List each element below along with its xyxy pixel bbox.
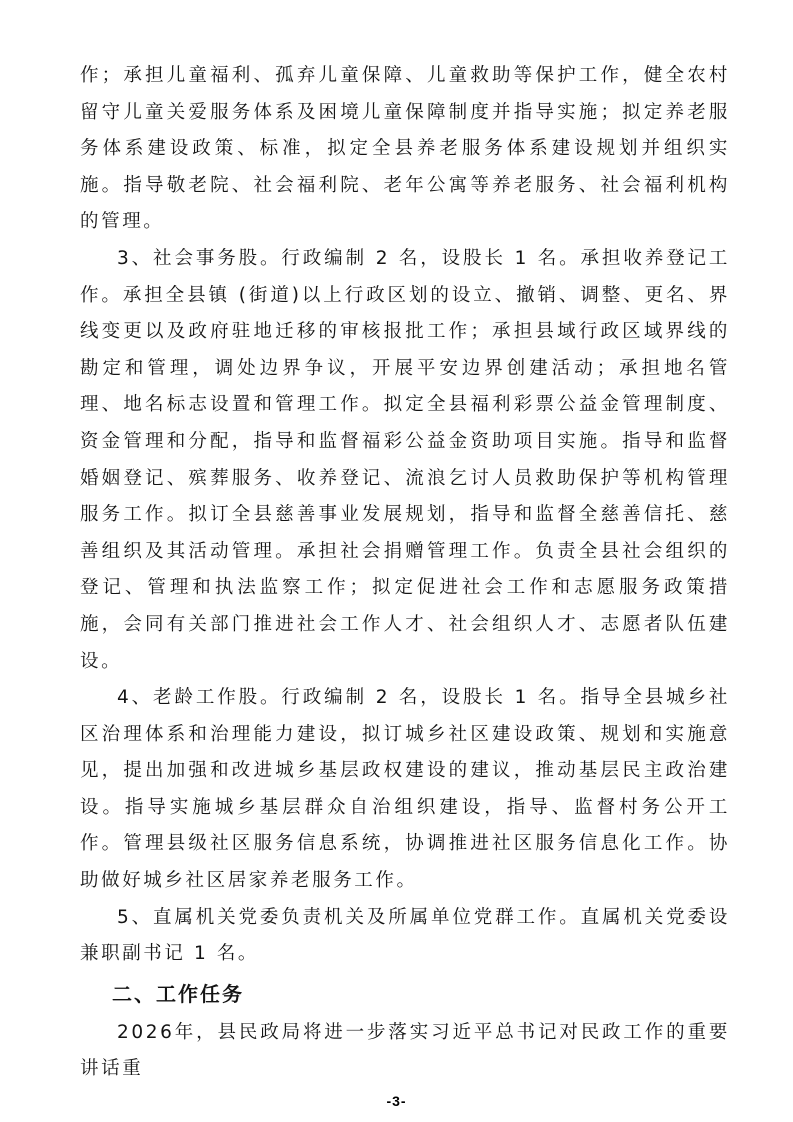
- paragraph-social-affairs-section: 3、社会事务股。行政编制 2 名，设股长 1 名。承担收养登记工作。承担全县镇 (街道)以上行政区划的设立、撤销、调整、更名、界线变更以及政府驻地迁移的审核报批工作；承担县域行政区域界线的勘定和管理，调处边界争议，开展平安边界创建活动；承担地名管理、地名标志设置和管理工作。拟定全县福利彩票公益金管理制度、资金管理和分配，指导和监督福彩公益金资助项目实施。指导和监督婚姻登记、殡葬服务、收养登记、流浪乞讨人员救助保护等机构管理服务工作。拟订全县慈善事业发展规划，指导和监督全慈善信托、慈善组织及其活动管理。承担社会捐赠管理工作。负责全县社会组织的登记、管理和执法监察工作；拟定促进社会工作和志愿服务政策措施，会同有关部门推进社会工作人才、社会组织人才、志愿者队伍建设。: [80, 247, 730, 672]
- paragraph-party-committee: 5、直属机关党委负责机关及所属单位党群工作。直属机关党委设兼职副书记 1 名。: [80, 906, 730, 965]
- paragraph-continuation: 作；承担儿童福利、孤弃儿童保障、儿童救助等保护工作，健全农村留守儿童关爱服务体系及困境儿童保障制度并指导实施；拟定养老服务体系建设政策、标准，拟定全县养老服务体系建设规划并组织实施。指导敬老院、社会福利院、老年公寓等养老服务、社会福利机构的管理。: [80, 65, 730, 233]
- document-body: [80, 58, 730, 1088]
- paragraph-work-tasks: 2026年，县民政局将进一步落实习近平总书记对民政工作的重要讲话重: [80, 1021, 730, 1080]
- section-heading: 二、工作任务: [112, 981, 244, 1006]
- page-number: -3-: [386, 1093, 407, 1109]
- paragraph-aging-work-section: 4、老龄工作股。行政编制 2 名，设股长 1 名。指导全县城乡社区治理体系和治理能力建设，拟订城乡社区建设政策、规划和实施意见，提出加强和改进城乡基层政权建设的建议，推动基层民主政治建设。指导实施城乡基层群众自治组织建设，指导、监督村务公开工作。管理县级社区服务信息系统，协调推进社区服务信息化工作。协助做好城乡社区居家养老服务工作。: [80, 687, 730, 892]
